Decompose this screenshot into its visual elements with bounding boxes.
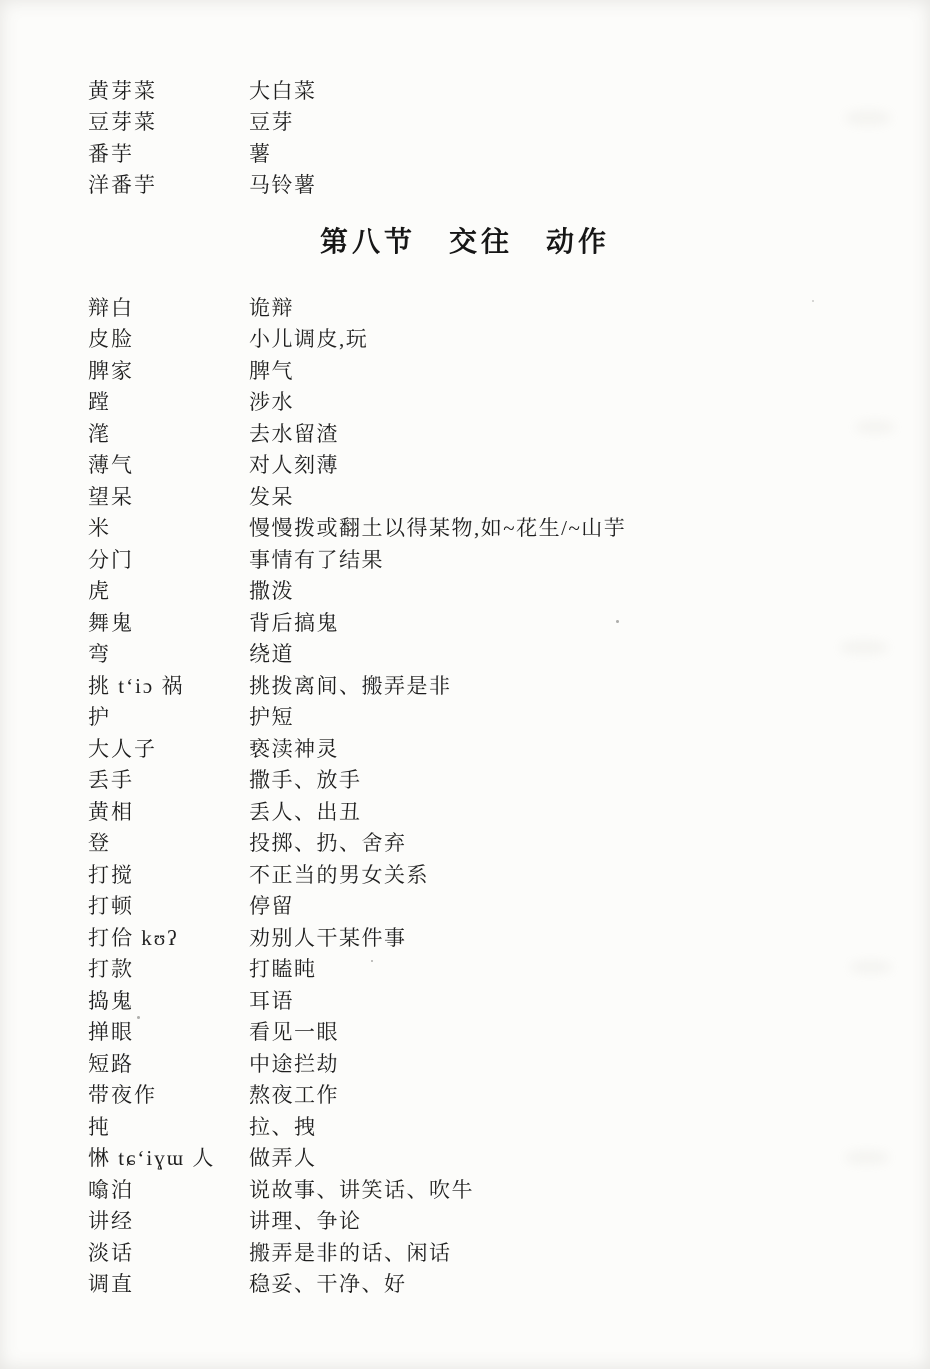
entry-row — [0, 137, 930, 169]
entry-row — [0, 858, 930, 890]
entry-gloss: 去水留渣 — [249, 421, 339, 446]
entry-row — [0, 921, 930, 953]
entry-gloss: 护短 — [249, 705, 294, 730]
scan-bleedthrough — [845, 1150, 889, 1165]
entry-row — [0, 543, 930, 575]
entry-row — [0, 169, 930, 201]
entry-gloss: 亵渎神灵 — [249, 736, 339, 761]
entry-row — [0, 732, 930, 764]
entry-gloss: 劝别人干某件事 — [249, 925, 407, 950]
entry-row — [0, 1173, 930, 1205]
entry-row — [0, 638, 930, 670]
entry-row — [0, 575, 930, 607]
entry-word: 黄相 — [88, 799, 134, 824]
entry-word: 辩白 — [88, 295, 134, 320]
scan-bleedthrough — [850, 960, 892, 974]
entry-word: 薄气 — [88, 453, 134, 478]
entry-word: 带夜作 — [88, 1083, 157, 1108]
entry-word: 脾家 — [88, 358, 134, 383]
entry-word: 扽 — [88, 1114, 111, 1139]
entry-gloss: 小儿调皮,玩 — [249, 327, 369, 352]
entry-row — [0, 890, 930, 922]
entry-row — [0, 74, 930, 106]
top-entry-list — [0, 74, 930, 200]
entry-word: 噏泊 — [88, 1177, 134, 1202]
entry-row — [0, 1016, 930, 1048]
entry-gloss: 薯 — [249, 141, 272, 166]
entry-word: 番芋 — [88, 141, 134, 166]
entry-row — [0, 291, 930, 323]
entry-gloss: 停留 — [249, 894, 294, 919]
entry-row — [0, 606, 930, 638]
entry-gloss: 投掷、扔、舍弃 — [249, 831, 407, 856]
entry-gloss: 耳语 — [249, 988, 294, 1013]
entry-row — [0, 669, 930, 701]
entry-gloss: 打瞌盹 — [249, 957, 317, 982]
entry-row — [0, 984, 930, 1016]
entry-word: 打搅 — [88, 862, 134, 887]
entry-gloss: 中途拦劫 — [249, 1051, 339, 1076]
entry-gloss: 诡辩 — [249, 295, 294, 320]
scan-bleedthrough — [840, 640, 888, 655]
entry-row — [0, 449, 930, 481]
entry-row — [0, 701, 930, 733]
entry-word: 虎 — [88, 579, 111, 604]
entry-word: 舞鬼 — [88, 610, 134, 635]
scan-bleedthrough — [855, 420, 895, 434]
section-topic: 交往 — [448, 227, 513, 258]
entry-gloss: 马铃薯 — [249, 173, 317, 198]
scan-speck — [812, 300, 814, 302]
entry-word: 弯 — [88, 642, 111, 667]
entry-gloss: 脾气 — [249, 358, 294, 383]
entry-word: 望呆 — [88, 484, 134, 509]
entry-word: 分门 — [88, 547, 134, 572]
entry-word: 豆芽菜 — [88, 110, 157, 135]
entry-row — [0, 827, 930, 859]
entry-word: 登 — [88, 831, 111, 856]
entry-word: 掸眼 — [88, 1020, 134, 1045]
entry-gloss: 说故事、讲笑话、吹牛 — [249, 1177, 474, 1202]
entry-row — [0, 764, 930, 796]
scan-speck — [371, 960, 373, 962]
entry-word: 挑 t‘iɔ 祸 — [88, 673, 185, 698]
entry-word: 惏 tɕ‘iɣɯ 人 — [88, 1146, 216, 1171]
entry-gloss: 挑拨离间、搬弄是非 — [249, 673, 452, 698]
entry-word: 捣鬼 — [88, 988, 134, 1013]
entry-row — [0, 1110, 930, 1142]
entry-word: 调直 — [88, 1272, 134, 1297]
section-number: 第八节 — [319, 227, 416, 258]
entry-row — [0, 1205, 930, 1237]
scan-speck — [137, 1016, 140, 1019]
entry-gloss: 熬夜工作 — [249, 1083, 339, 1108]
entry-row — [0, 512, 930, 544]
entry-gloss: 事情有了结果 — [249, 547, 384, 572]
entry-row — [0, 323, 930, 355]
entry-gloss: 背后搞鬼 — [249, 610, 339, 635]
entry-gloss: 丢人、出丑 — [249, 799, 362, 824]
entry-row — [0, 1236, 930, 1268]
entry-gloss: 涉水 — [249, 390, 294, 415]
entry-word: 打佮 kʊʔ — [88, 925, 179, 950]
entry-word: 丢手 — [88, 768, 134, 793]
entry-gloss: 讲理、争论 — [249, 1209, 362, 1234]
entry-row — [0, 417, 930, 449]
entry-word: 护 — [88, 705, 111, 730]
entry-row — [0, 106, 930, 138]
scan-bleedthrough — [845, 110, 891, 126]
entry-gloss: 撒手、放手 — [249, 768, 362, 793]
entry-gloss: 大白菜 — [249, 78, 317, 103]
entry-gloss: 看见一眼 — [249, 1020, 339, 1045]
entry-word: 大人子 — [88, 736, 157, 761]
entry-word: 米 — [88, 516, 111, 541]
entry-row — [0, 1268, 930, 1300]
entry-row — [0, 1142, 930, 1174]
entry-gloss: 撒泼 — [249, 579, 294, 604]
entry-word: 打款 — [88, 957, 134, 982]
section-heading — [0, 220, 930, 260]
scan-speck — [616, 620, 619, 623]
entry-gloss: 拉、拽 — [249, 1114, 317, 1139]
entry-word: 蹚 — [88, 390, 111, 415]
entry-word: 短路 — [88, 1051, 134, 1076]
entry-word: 淡话 — [88, 1240, 134, 1265]
entry-row — [0, 1047, 930, 1079]
entry-row — [0, 354, 930, 386]
entry-gloss: 豆芽 — [249, 110, 294, 135]
entry-gloss: 慢慢拨或翻土以得某物,如~花生/~山芋 — [249, 516, 627, 541]
entry-gloss: 做弄人 — [249, 1146, 317, 1171]
entry-row — [0, 386, 930, 418]
entry-word: 洋番芋 — [88, 173, 157, 198]
entry-row — [0, 1079, 930, 1111]
entry-row — [0, 795, 930, 827]
entry-word: 黄芽菜 — [88, 78, 157, 103]
entry-word: 滗 — [88, 421, 111, 446]
entry-gloss: 稳妥、干净、好 — [249, 1272, 407, 1297]
entry-gloss: 发呆 — [249, 484, 294, 509]
entry-gloss: 不正当的男女关系 — [249, 862, 429, 887]
entry-gloss: 绕道 — [249, 642, 294, 667]
entry-word: 讲经 — [88, 1209, 134, 1234]
entry-list — [0, 291, 930, 1299]
entry-gloss: 搬弄是非的话、闲话 — [249, 1240, 452, 1265]
entry-word: 皮脸 — [88, 327, 134, 352]
entry-word: 打顿 — [88, 894, 134, 919]
section-subtopic: 动作 — [546, 227, 611, 258]
entry-gloss: 对人刻薄 — [249, 453, 339, 478]
entry-row — [0, 953, 930, 985]
entry-row — [0, 480, 930, 512]
